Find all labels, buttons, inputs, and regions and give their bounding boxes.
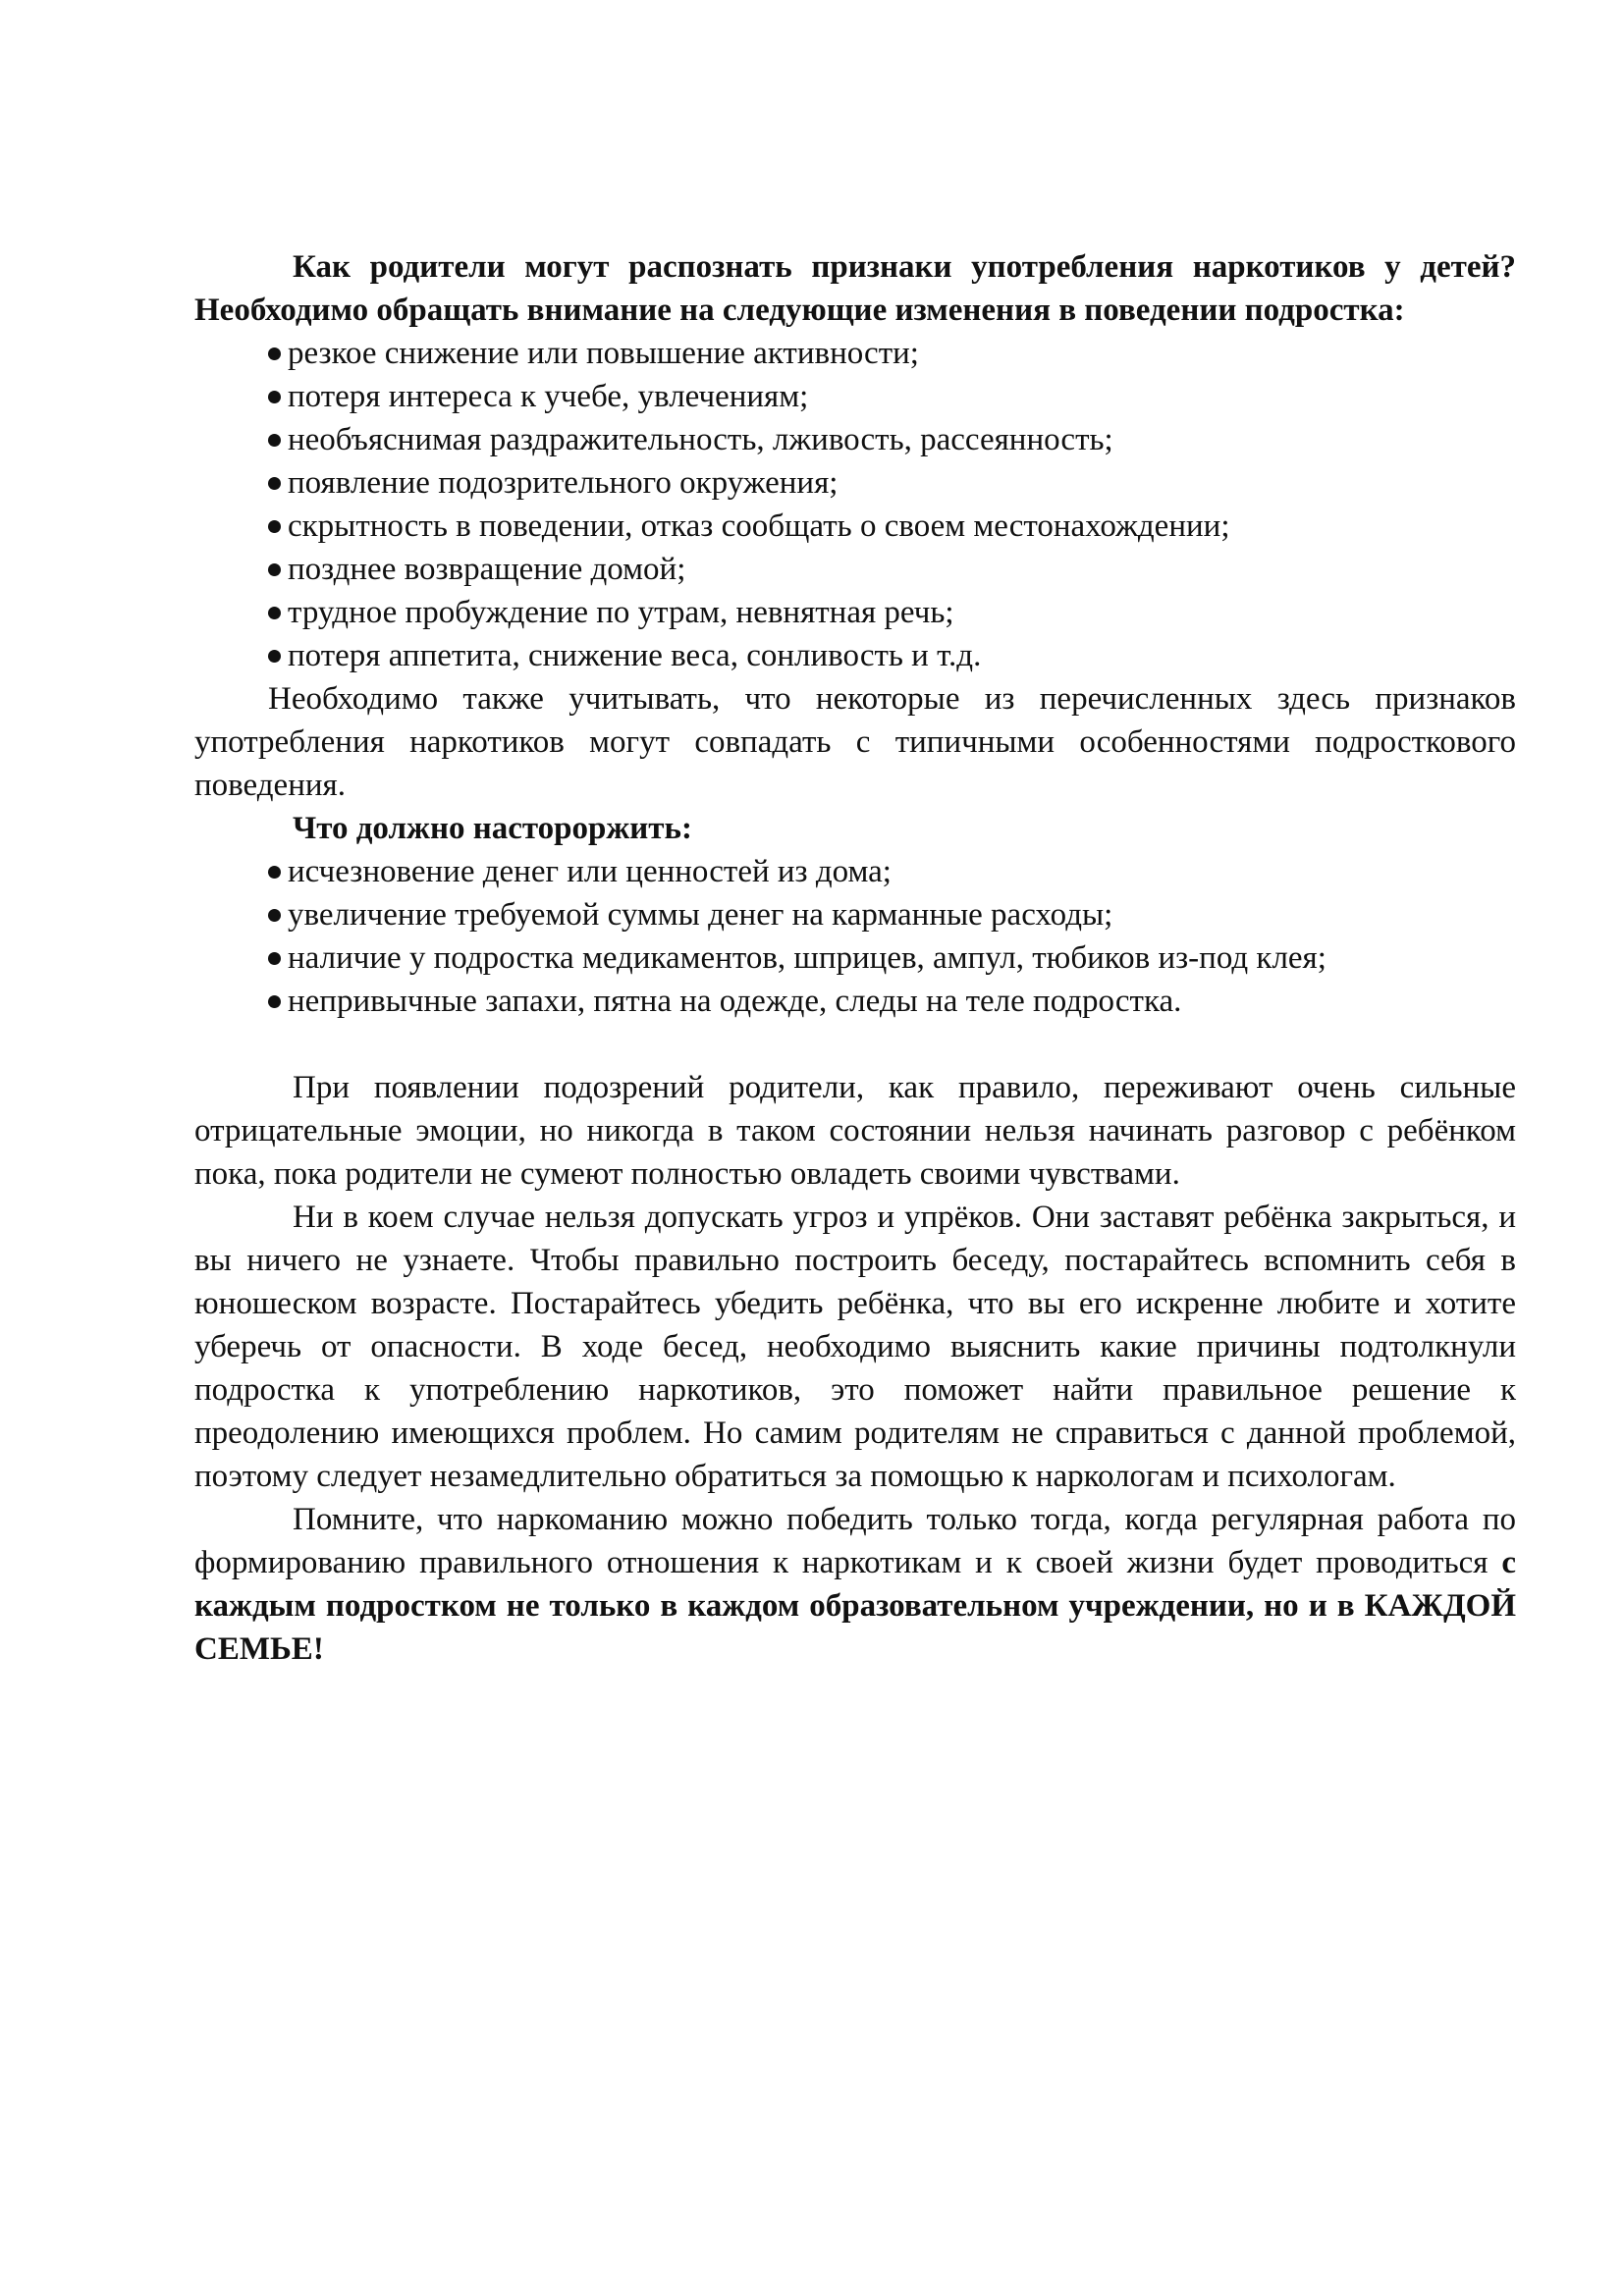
document-body — [194, 245, 1516, 1671]
list-item — [268, 980, 1516, 1023]
list-item-text: скрытность в поведении, отказ сообщать о своем местонахождении; — [288, 508, 1230, 544]
alert-heading: Что должно настороржить: — [293, 811, 692, 846]
closing-paragraph — [194, 1498, 1516, 1671]
list-item — [268, 893, 1516, 936]
list-item — [268, 461, 1516, 505]
list-item — [268, 505, 1516, 548]
bullet-icon — [268, 952, 281, 965]
list-item — [268, 418, 1516, 461]
list-item — [268, 375, 1516, 418]
list-item — [268, 634, 1516, 677]
list-item-text: потеря интереса к учебе, увлечениям; — [288, 379, 809, 414]
bullet-icon — [268, 347, 281, 360]
list-item — [268, 591, 1516, 634]
closing-emphasis: с каждым подростком не только в каждом образовательном учреждении, но и в КАЖДОЙ СЕМЬЕ! — [194, 1545, 1516, 1667]
list-item-text: исчезновение денег или ценностей из дома; — [288, 854, 892, 889]
list-item-text: увеличение требуемой суммы денег на карманные расходы; — [288, 897, 1113, 933]
list-item — [268, 548, 1516, 591]
bullet-icon — [268, 909, 281, 922]
bullet-icon — [268, 391, 281, 403]
bullet-icon — [268, 520, 281, 533]
bullet-icon — [268, 866, 281, 879]
closing-text: Помните, что наркоманию можно победить только тогда, когда регулярная работа по формированию правильного отношения к наркотикам и к своей жизни будет проводиться — [194, 1502, 1516, 1580]
list-item-text: появление подозрительного окружения; — [288, 465, 839, 501]
note-paragraph: Необходимо также учитывать, что некоторые из перечисленных здесь признаков употребления наркотиков могут совпадать с типичными особенностями подросткового поведения. — [194, 681, 1516, 803]
signs-list — [194, 332, 1516, 677]
list-item-text: резкое снижение или повышение активности; — [288, 336, 919, 371]
list-item-text: позднее возвращение домой; — [288, 552, 686, 587]
alert-list — [194, 850, 1516, 1023]
bullet-icon — [268, 434, 281, 447]
list-item-text: потеря аппетита, снижение веса, сонливость и т.д. — [288, 638, 982, 673]
list-item-text: необъяснимая раздражительность, лживость, рассеянность; — [288, 422, 1113, 457]
list-item-text: наличие у подростка медикаментов, шприцев, ампул, тюбиков из-под клея; — [288, 940, 1326, 976]
list-item — [268, 850, 1516, 893]
bullet-icon — [268, 563, 281, 576]
bullet-icon — [268, 650, 281, 663]
list-item-text: трудное пробуждение по утрам, невнятная речь; — [288, 595, 954, 630]
bullet-icon — [268, 607, 281, 619]
suspicion-paragraph: При появлении подозрений родители, как правило, переживают очень сильные отрицательные эмоции, но никогда в таком состоянии нельзя начинать разговор с ребёнком пока, пока родители не сумеют полностью овладеть своими чувствами. — [194, 1070, 1516, 1192]
bullet-icon — [268, 477, 281, 490]
intro-question: Как родители могут распознать признаки употребления наркотиков у детей? Необходимо обращать внимание на следующие изменения в поведении подростка: — [194, 249, 1516, 328]
advice-paragraph: Ни в коем случае нельзя допускать угроз и упрёков. Они заставят ребёнка закрыться, и вы ничего не узнаете. Чтобы правильно построить беседу, постарайтесь вспомнить себя в юношеском возрасте. Постарайтесь убедить ребёнка, что вы его искренне любите и хотите уберечь от опасности. В ходе бесед, необходимо выяснить какие причины подтолкнули подростка к употреблению наркотиков, это поможет найти правильное решение к преодолению имеющихся проблем. Но самим родителям не справиться с данной проблемой, поэтому следует незамедлительно обратиться за помощью к наркологам и психологам. — [194, 1200, 1516, 1494]
list-item — [268, 936, 1516, 980]
blank-line — [194, 1023, 1516, 1066]
bullet-icon — [268, 995, 281, 1008]
list-item-text: непривычные запахи, пятна на одежде, следы на теле подростка. — [288, 984, 1182, 1019]
list-item — [268, 332, 1516, 375]
